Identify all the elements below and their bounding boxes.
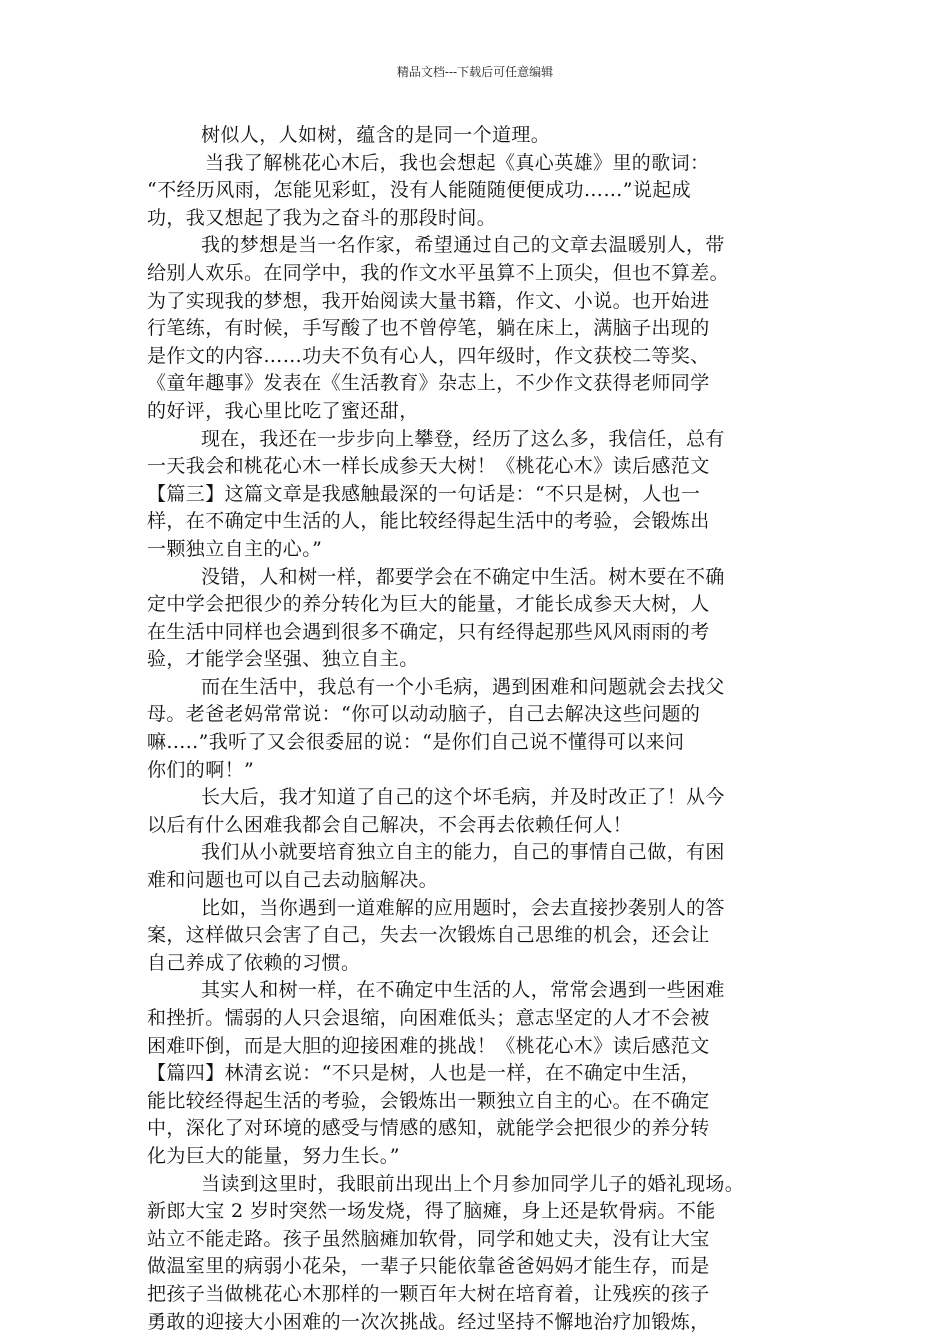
text-line: 我的梦想是当一名作家，希望通过自己的文章去温暖别人，带 <box>201 234 725 257</box>
text-line: 勇敢的迎接大小困难的一次次挑战。经过坚持不懈地治疗加锻炼， <box>147 1310 710 1333</box>
text-line: 是作文的内容……功夫不负有心人，四年级时，作文获校二等奖、 <box>147 344 710 367</box>
text-line: 做温室里的病弱小花朵，一辈子只能依靠爸爸妈妈才能生存，而是 <box>147 1255 710 1278</box>
text-line: 你们的啊！” <box>147 758 255 781</box>
text-line: 功，我又想起了我为之奋斗的那段时间。 <box>147 206 497 229</box>
text-line: 新郎大宝 2 岁时突然一场发烧，得了脑瘫，身上还是软骨病。不能 <box>147 1200 716 1223</box>
text-line: 比如，当你遇到一道难解的应用题时，会去直接抄袭别人的答 <box>201 896 725 919</box>
text-line: 其实人和树一样，在不确定中生活的人，常常会遇到一些困难 <box>201 979 725 1002</box>
text-line: 而在生活中，我总有一个小毛病，遇到困难和问题就会去找父 <box>201 675 725 698</box>
text-line: 案，这样做只会害了自己，失去一次锻炼自己思维的机会，还会让 <box>147 924 710 947</box>
text-line: 在生活中同样也会遇到很多不确定，只有经得起那些风风雨雨的考 <box>147 620 710 643</box>
text-line: 化为巨大的能量，努力生长。” <box>147 1144 400 1167</box>
text-line: 一颗独立自主的心。” <box>147 537 323 560</box>
text-line: 【篇四】林清玄说：“不只是树，人也是一样，在不确定中生活， <box>147 1062 701 1085</box>
text-line: 定中学会把很少的养分转化为巨大的能量，才能长成参天大树，人 <box>147 593 710 616</box>
document-body <box>147 122 817 1336</box>
text-line: 难和问题也可以自己去动脑解决。 <box>147 869 439 892</box>
text-line: 以后有什么困难我都会自己解决，不会再去依赖任何人！ <box>147 813 633 836</box>
text-line: 给别人欢乐。在同学中，我的作文水平虽算不上顶尖，但也不算差。 <box>147 261 730 284</box>
text-line: 树似人，人如树，蕴含的是同一个道理。 <box>201 124 551 146</box>
text-line: “不经历风雨，怎能见彩虹，没有人能随随便便成功……”说起成 <box>147 179 692 202</box>
text-line: 我们从小就要培育独立自主的能力，自己的事情自己做，有困 <box>201 841 725 864</box>
text-line: 自己养成了依赖的习惯。 <box>147 951 361 974</box>
text-line: 站立不能走路。孩子虽然脑瘫加软骨，同学和她丈夫，没有让大宝 <box>147 1227 710 1250</box>
text-line: 能比较经得起生活的考验，会锻炼出一颗独立自主的心。在不确定 <box>147 1089 710 1112</box>
text-line: 长大后，我才知道了自己的这个坏毛病，并及时改正了！从今 <box>201 786 725 809</box>
text-line: 样，在不确定中生活的人，能比较经得起生活中的考验，会锻炼出 <box>147 510 710 533</box>
text-line: 现在，我还在一步步向上攀登，经历了这么多，我信任，总有 <box>201 427 725 450</box>
text-line: 为了实现我的梦想，我开始阅读大量书籍，作文、小说。也开始进 <box>147 289 710 312</box>
text-line: 困难吓倒，而是大胆的迎接困难的挑战！《桃花心木》读后感范文 <box>147 1034 710 1057</box>
page-header: 精品文档---下载后可任意编辑 <box>396 65 554 79</box>
text-line: 的好评，我心里比吃了蜜还甜， <box>147 399 419 422</box>
text-line: 行笔练，有时候，手写酸了也不曾停笔，躺在床上，满脑子出现的 <box>147 317 710 340</box>
text-line: 一天我会和桃花心木一样长成参天大树！《桃花心木》读后感范文 <box>147 455 710 478</box>
text-line: 把孩子当做桃花心木那样的一颗百年大树在培育着，让残疾的孩子 <box>147 1282 710 1305</box>
text-line: 验，才能学会坚强、独立自主。 <box>147 648 419 671</box>
text-line: 嘛.....”我听了又会很委屈的说：“是你们自己说不懂得可以来问 <box>147 731 685 754</box>
text-line: 母。老爸老妈常常说：“你可以动动脑子，自己去解决这些问题的 <box>147 703 701 726</box>
text-line: 当读到这里时，我眼前出现出上个月参加同学儿子的婚礼现场。 <box>201 1172 745 1195</box>
text-line: 没错，人和树一样，都要学会在不确定中生活。树木要在不确 <box>201 565 725 588</box>
text-line: 中，深化了对环境的感受与情感的感知，就能学会把很少的养分转 <box>147 1117 710 1140</box>
text-line: 《童年趣事》发表在《生活教育》杂志上，不少作文获得老师同学 <box>147 372 710 395</box>
text-line: 和挫折。懦弱的人只会退缩，向困难低头；意志坚定的人才不会被 <box>147 1007 710 1029</box>
text-line: 当我了解桃花心木后，我也会想起《真心英雄》里的歌词： <box>205 151 710 174</box>
text-line: 【篇三】这篇文章是我感触最深的一句话是：“不只是树，人也一 <box>147 482 701 505</box>
